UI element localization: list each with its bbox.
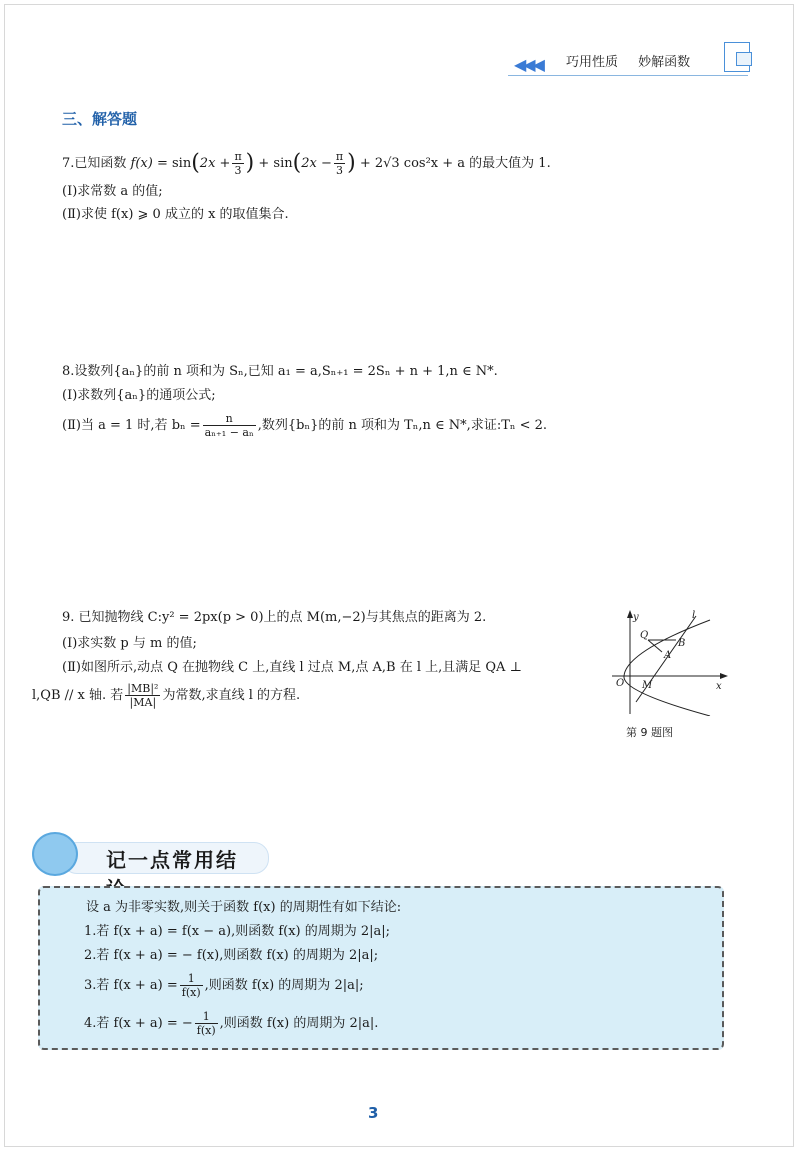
c3-suffix: ,则函数 f(x) 的周期为 2|a|; (204, 978, 364, 993)
bubble-logo-icon (32, 832, 78, 876)
q8-part1: (Ⅰ)求数列{aₙ}的通项公式; (62, 388, 216, 403)
q9-figure (602, 606, 732, 716)
q9-part2-line2 (32, 682, 300, 709)
q9-part2-line1: (Ⅱ)如图所示,动点 Q 在抛物线 C 上,直线 l 过点 M,点 A,B 在 l 上,且满足 QA ⊥ (62, 660, 522, 675)
q7-statement: 7.已知函数 f(x) = sin(2x + $\frac{\pi}{3}$ ) + sin(2x − $\frac{\pi}{3}$ ) + 2√3 cos²x + a 的最大值为 1. (62, 150, 551, 177)
figure-x-arrow-icon (720, 673, 728, 679)
figure-label-y: y (633, 612, 639, 623)
figure-caption: 第 9 题图 (626, 726, 673, 739)
q7-arg2: 2x − (301, 156, 332, 171)
figure-label-b: B (678, 638, 686, 649)
header-rule (508, 75, 748, 76)
figure-label-a: A (664, 650, 672, 661)
conclusion-intro: 设 a 为非零实数,则关于函数 f(x) 的周期性有如下结论: (86, 900, 402, 915)
q9-part2-suffix: 为常数,求直线 l 的方程. (162, 688, 301, 703)
q8-frac: $\frac{n}{\text{aₙ₊₁ − aₙ}}$ (204, 412, 254, 439)
c4-prefix: 4.若 f(x + a) = − (84, 1016, 193, 1031)
q8-statement: 8.设数列{aₙ}的前 n 项和为 Sₙ,已知 a₁ = a,Sₙ₊₁ = 2Sₙ + n + 1,n ∈ N*. (62, 364, 498, 379)
conclusion-1: 1.若 f(x + a) = f(x − a),则函数 f(x) 的周期为 2|a|; (84, 924, 391, 939)
header-left-title: 巧用性质 (566, 55, 619, 70)
figure-label-x: x (716, 681, 722, 692)
q7-fx: f(x) (130, 156, 153, 171)
q7-part1: (Ⅰ)求常数 a 的值; (62, 184, 163, 199)
figure-label-q: Q (640, 630, 649, 641)
conclusions-box (38, 886, 724, 1050)
conclusion-4 (84, 1010, 378, 1037)
figure-label-m: M (642, 680, 653, 691)
c3-frac: $\frac{1}{f(x)}$ (181, 972, 201, 999)
banner-title: 记一点常用结 (106, 848, 238, 872)
q8-part2-prefix: (Ⅱ)当 a = 1 时,若 bₙ = (62, 418, 201, 433)
figure-label-l: l (692, 610, 696, 621)
q9-frac: $\frac{\text{|MB|²}}{|MA|}$ (127, 682, 159, 709)
q8-part2 (62, 412, 547, 439)
q7-frac2: $\frac{\pi}{3}$ (335, 150, 344, 177)
header-arrows-icon: ◀◀◀ (514, 55, 542, 74)
q9-statement: 9. 已知抛物线 C:y² = 2px(p > 0)上的点 M(m,−2)与其焦点的距离为 2. (62, 610, 487, 625)
c3-prefix: 3.若 f(x + a) = (84, 978, 178, 993)
c4-suffix: ,则函数 f(x) 的周期为 2|a|. (219, 1016, 379, 1031)
q9-part2-prefix: l,QB // x 轴. 若 (32, 688, 124, 703)
q7-part2: (Ⅱ)求使 f(x) ⩾ 0 成立的 x 的取值集合. (62, 207, 289, 222)
header-title (566, 51, 706, 70)
c4-frac: $\frac{1}{f(x)}$ (196, 1010, 216, 1037)
q9-part1: (Ⅰ)求实数 p 与 m 的值; (62, 636, 197, 651)
q7-prefix: 7.已知函数 (62, 156, 131, 171)
header-right-title: 妙解函数 (638, 55, 691, 70)
q8-part2-suffix: ,数列{bₙ}的前 n 项和为 Tₙ,n ∈ N*,求证:Tₙ < 2. (257, 418, 548, 433)
conclusion-3 (84, 972, 364, 999)
figure-label-o: O (616, 678, 625, 689)
header-square-inner-icon (736, 52, 752, 66)
section-title: 三、解答题 (62, 110, 138, 128)
page-number: 3 (368, 1104, 379, 1122)
q7-eq: = sin (152, 156, 192, 171)
conclusion-banner (32, 832, 242, 876)
q7-plus-sin: + sin (254, 156, 293, 171)
q7-arg1: 2x + (199, 156, 231, 171)
conclusion-2: 2.若 f(x + a) = − f(x),则函数 f(x) 的周期为 2|a|; (84, 948, 379, 963)
q7-frac1: $\frac{\pi}{3}$ (234, 150, 242, 177)
q7-tail: + 2√3 cos²x + a 的最大值为 1. (355, 156, 551, 171)
